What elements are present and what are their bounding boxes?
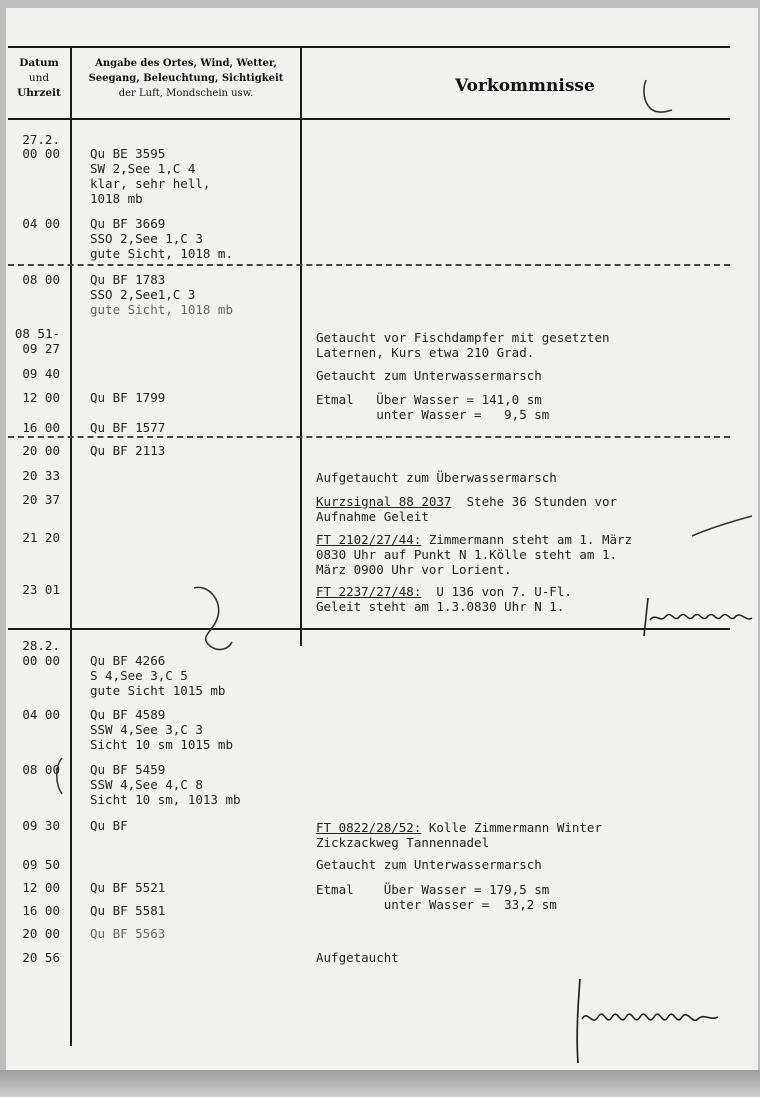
- event-text: Zimmermann steht am 1. März: [421, 532, 633, 547]
- entry-location: Qu BE 3595: [90, 146, 166, 161]
- radio-message-reference: FT 2237/27/48:: [316, 584, 422, 599]
- entry-time: 20 56: [22, 950, 60, 965]
- entry-event: Etmal Über Wasser = 179,5 sm: [316, 882, 550, 897]
- header-date-cell: [8, 56, 70, 101]
- radio-message-reference: FT 0822/28/52:: [316, 820, 422, 835]
- header-location-line: Seegang, Beleuchtung, Sichtigkeit: [88, 73, 284, 84]
- entry-time: 21 20: [22, 530, 60, 545]
- event-text: Kolle Zimmermann Winter: [421, 820, 602, 835]
- entry-event: Aufgetaucht: [316, 950, 399, 965]
- entry-location: Qu BF 4266: [90, 653, 166, 668]
- signal-reference: Kurzsignal 88 2037: [316, 494, 452, 509]
- entry-event: Etmal Über Wasser = 141,0 sm: [316, 392, 542, 407]
- entry-time: 20 00: [22, 926, 60, 941]
- bracket-mark: [52, 756, 66, 796]
- entry-event: März 0900 Uhr vor Lorient.: [316, 562, 512, 577]
- entry-location: gute Sicht, 1018 mb: [90, 302, 233, 317]
- commander-initials-signature: [640, 594, 756, 640]
- entry-date: 28.2.: [22, 638, 60, 653]
- entry-time: 09 27: [22, 341, 60, 356]
- watch-divider-1: [8, 264, 730, 266]
- entry-date: 27.2.: [22, 132, 60, 147]
- entry-time: 23 01: [22, 582, 60, 597]
- entry-time: 00 00: [22, 653, 60, 668]
- entry-time: 12 00: [22, 390, 60, 405]
- entry-event: [316, 584, 572, 599]
- entry-event: [316, 494, 617, 509]
- entry-time: 16 00: [22, 420, 60, 435]
- column-rule-location: [300, 46, 302, 646]
- pencil-tick-mark: [640, 76, 680, 120]
- header-date-line: Uhrzeit: [17, 87, 61, 99]
- entry-time: 04 00: [22, 216, 60, 231]
- entry-location: Qu BF: [90, 818, 128, 833]
- watch-divider-2: [8, 436, 730, 438]
- entry-event: Getaucht zum Unterwassermarsch: [316, 368, 542, 383]
- entry-time: 20 00: [22, 443, 60, 458]
- entry-time: 08 00: [22, 272, 60, 287]
- entry-location: Qu BF 2113: [90, 443, 166, 458]
- entry-event: Geleit steht am 1.3.0830 Uhr N 1.: [316, 599, 565, 614]
- radio-message-reference: FT 2102/27/44:: [316, 532, 422, 547]
- column-rule-date: [70, 46, 72, 1046]
- entry-time: 09 50: [22, 857, 60, 872]
- entry-location: Qu BF 1799: [90, 390, 166, 405]
- entry-location: SSW 4,See 4,C 8: [90, 777, 203, 792]
- entry-event: Laternen, Kurs etwa 210 Grad.: [316, 345, 535, 360]
- entry-location: gute Sicht, 1018 m.: [90, 246, 233, 261]
- entry-location: 1018 mb: [90, 191, 143, 206]
- header-events-title: Vorkommnisse: [455, 76, 595, 96]
- entry-event: [316, 820, 602, 835]
- entry-location: S 4,See 3,C 5: [90, 668, 188, 683]
- entry-event: Aufgetaucht zum Überwassermarsch: [316, 470, 557, 485]
- pencil-margin-stroke: [690, 510, 756, 540]
- entry-location: Qu BF 5581: [90, 903, 166, 918]
- entry-time: 04 00: [22, 707, 60, 722]
- entry-time: 20 33: [22, 468, 60, 483]
- entry-event: 0830 Uhr auf Punkt N 1.Kölle steht am 1.: [316, 547, 618, 562]
- header-date-line: und: [28, 72, 50, 84]
- entry-location: SSO 2,See 1,C 3: [90, 231, 203, 246]
- entry-location: gute Sicht 1015 mb: [90, 683, 226, 698]
- entry-location: klar, sehr hell,: [90, 176, 211, 191]
- entry-time: 00 00: [22, 146, 60, 161]
- entry-event: Aufnahme Geleit: [316, 509, 429, 524]
- entry-location: Sicht 10 sm 1015 mb: [90, 737, 233, 752]
- header-location-cell: [72, 56, 300, 101]
- day-divider-rule: [8, 628, 730, 630]
- header-location-line: der Luft, Mondschein usw.: [118, 88, 254, 99]
- entry-location: Qu BF 5521: [90, 880, 166, 895]
- entry-event: unter Wasser = 33,2 sm: [316, 897, 557, 912]
- header-location-line: Angabe des Ortes, Wind, Wetter,: [95, 58, 277, 69]
- header-date-line: Datum: [19, 57, 59, 69]
- entry-location: SSO 2,See1,C 3: [90, 287, 196, 302]
- page-edge-shadow: [0, 1070, 760, 1097]
- entry-time: 08 51-: [14, 326, 60, 341]
- entry-location: Qu BF 1783: [90, 272, 166, 287]
- entry-location: Qu BF 3669: [90, 216, 166, 231]
- entry-event: Getaucht zum Unterwassermarsch: [316, 857, 542, 872]
- entry-location: SSW 4,See 3,C 3: [90, 722, 203, 737]
- entry-event: Getaucht vor Fischdampfer mit gesetzten: [316, 330, 610, 345]
- entry-time: 08 00: [22, 762, 60, 777]
- entry-time: 09 40: [22, 366, 60, 381]
- entry-time: 12 00: [22, 880, 60, 895]
- entry-location: Sicht 10 sm, 1013 mb: [90, 792, 241, 807]
- entry-location: Qu BF 1577: [90, 420, 166, 435]
- entry-time: 16 00: [22, 903, 60, 918]
- table-top-rule: [8, 46, 730, 48]
- entry-location: Qu BF 4589: [90, 707, 166, 722]
- entry-location: SW 2,See 1,C 4: [90, 161, 196, 176]
- entry-location: Qu BF 5459: [90, 762, 166, 777]
- entry-time: 09 30: [22, 818, 60, 833]
- entry-event: [316, 532, 632, 547]
- entry-time: 20 37: [22, 492, 60, 507]
- event-text: Stehe 36 Stunden vor: [451, 494, 618, 509]
- commander-signature: [566, 975, 726, 1065]
- event-text: U 136 von 7. U-Fl.: [421, 584, 572, 599]
- pencil-swirl-mark: [188, 580, 238, 660]
- entry-event: unter Wasser = 9,5 sm: [316, 407, 550, 422]
- entry-event: Zickzackweg Tannennadel: [316, 835, 490, 850]
- entry-location: Qu BF 5563: [90, 926, 166, 941]
- header-bottom-rule: [8, 118, 730, 120]
